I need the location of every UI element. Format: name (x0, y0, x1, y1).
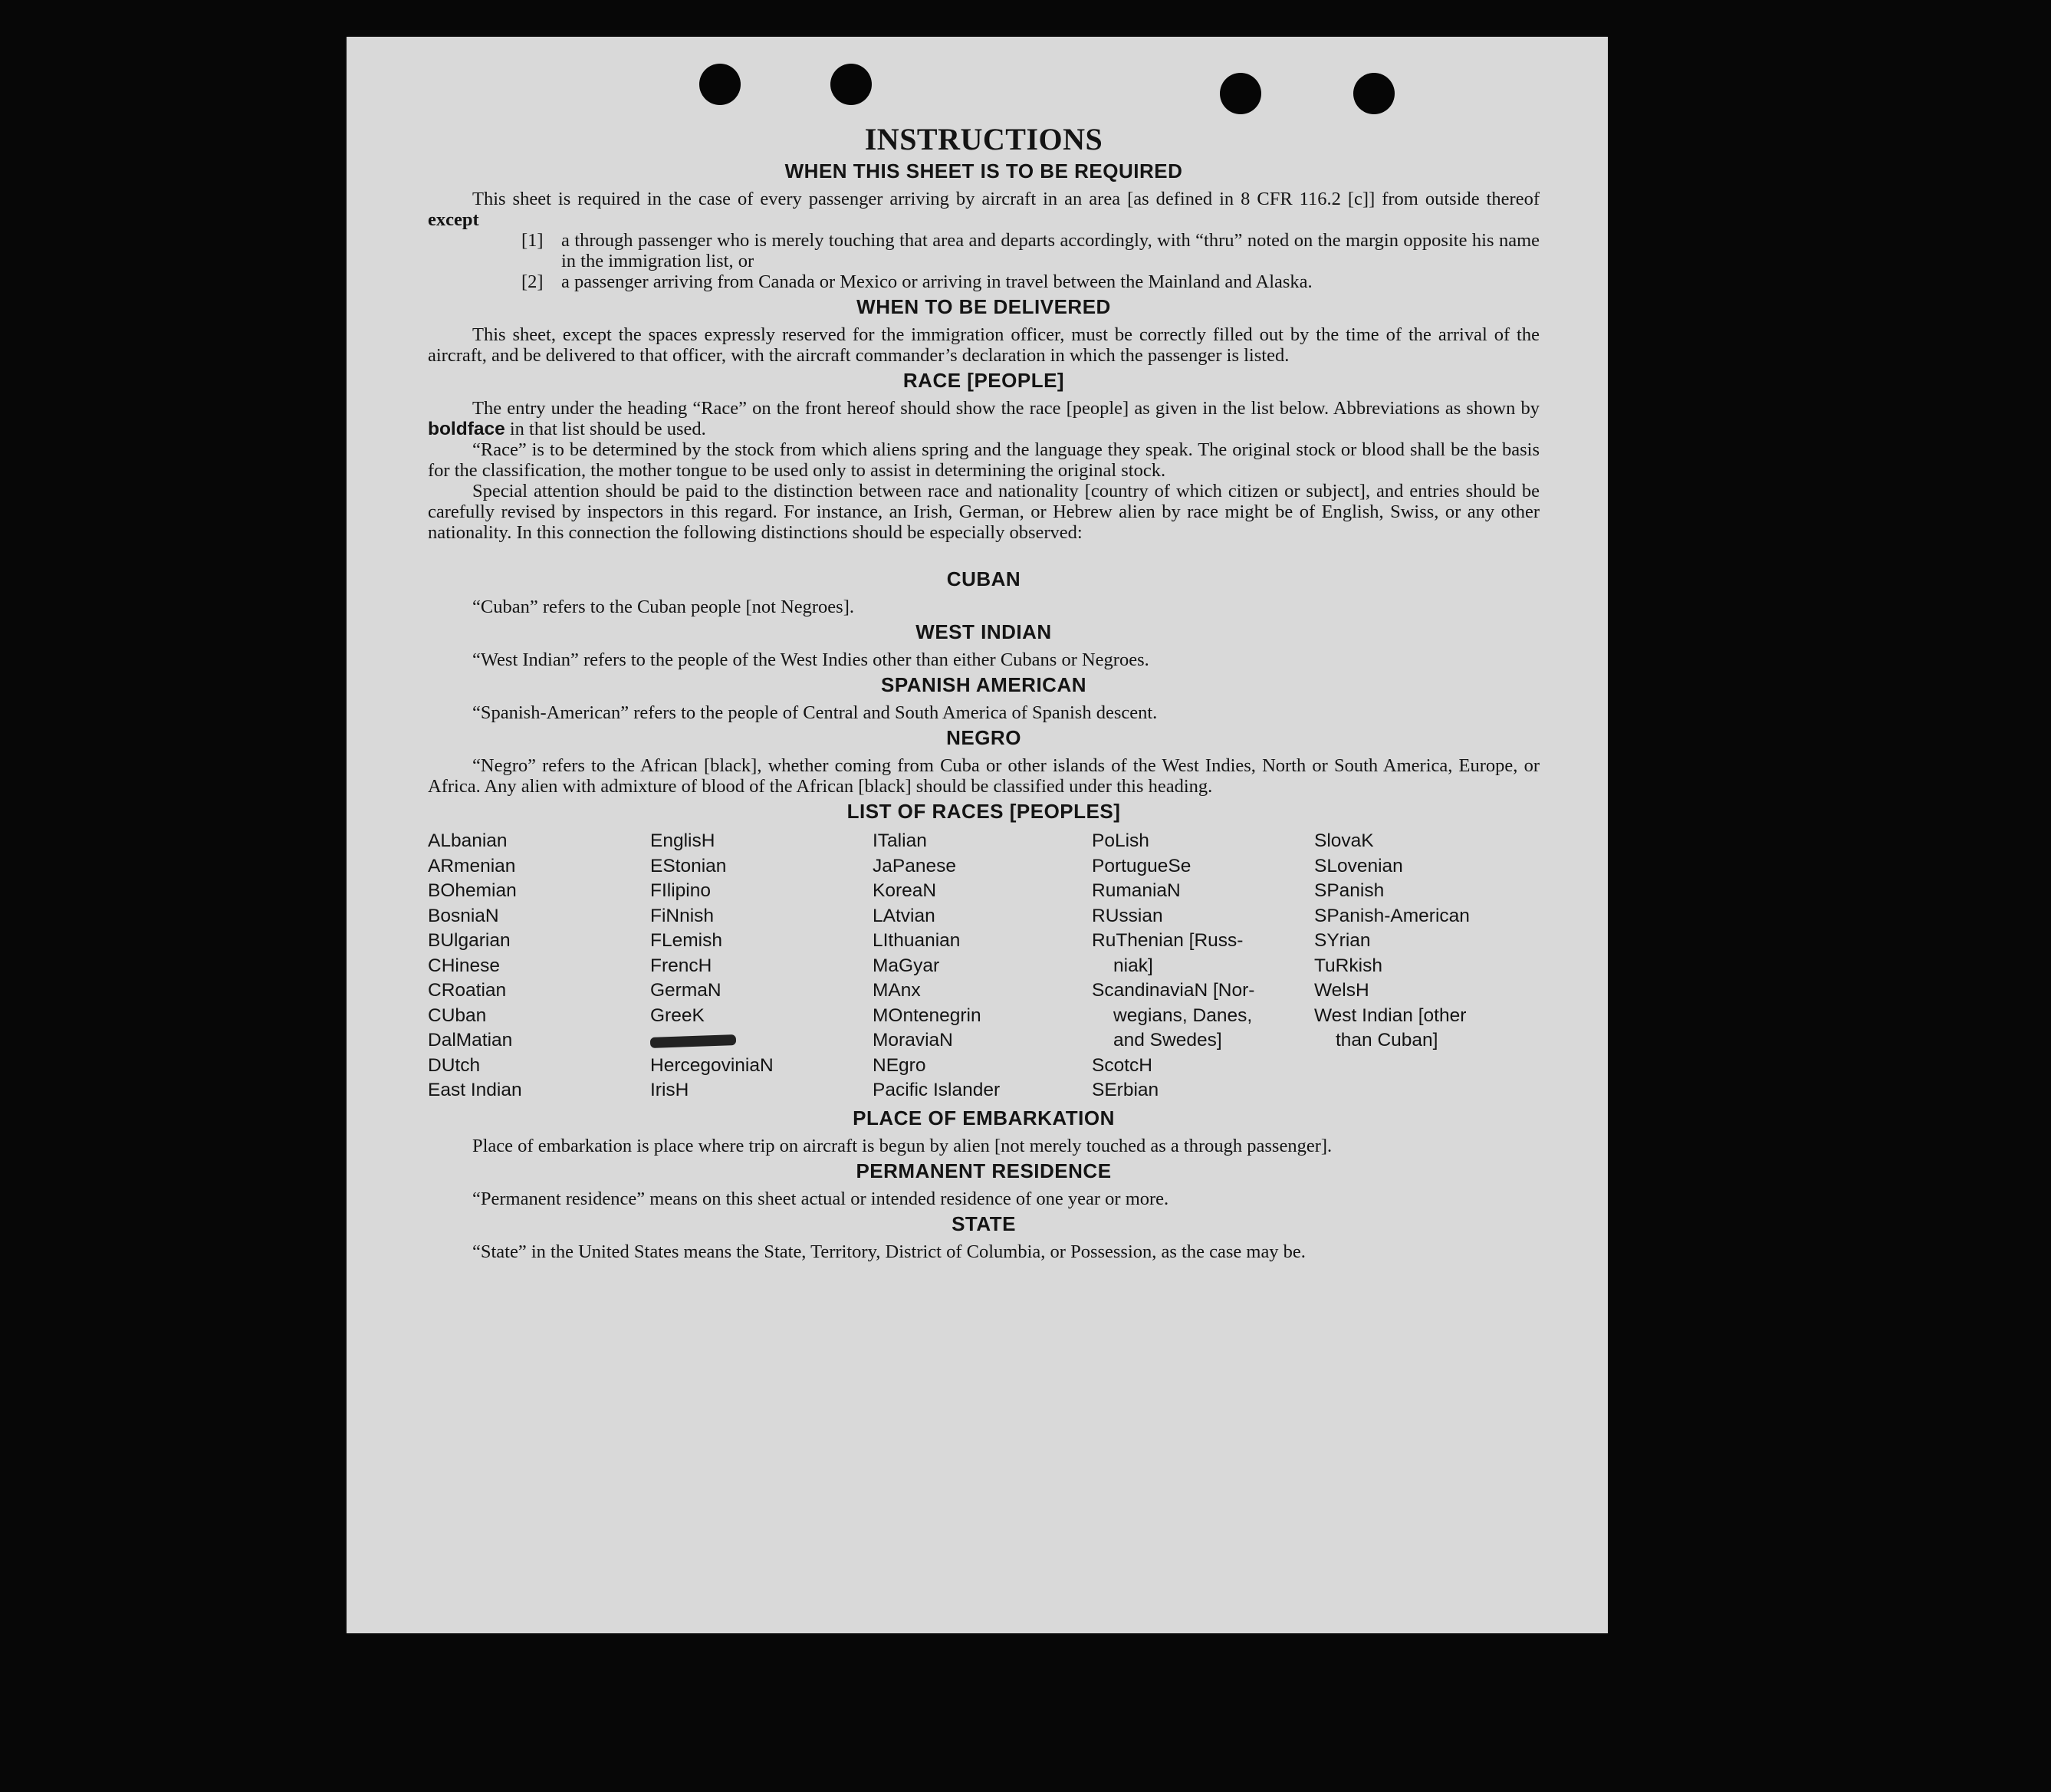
race-entry: BosniaN (428, 905, 499, 926)
race-entry: BUlgarian (428, 930, 511, 951)
paragraph-negro: “Negro” refers to the African [black], whether coming from Cuba or other islands of the West Indies, North or South America, Europe, or Africa. Any alien with admixture of blood of the African [black] should be classified under this heading. (428, 755, 1540, 797)
punch-hole (830, 64, 872, 105)
item-number: [2] (521, 271, 544, 292)
paragraph-delivered: This sheet, except the spaces expressly reserved for the immigration officer, must be correctly filled out by the time of the arrival of the aircraft, and be delivered to that officer, with the aircraft commander’s declaration in which the passenger is listed. (428, 324, 1540, 366)
paragraph-required (428, 189, 1540, 230)
paragraph-spanish-american: “Spanish-American” refers to the people of Central and South America of Spanish descent. (472, 702, 1158, 723)
heading-negro: NEGRO (946, 726, 1021, 749)
heading-west-indian: WEST INDIAN (915, 620, 1052, 643)
race-entry: GermaN (650, 980, 721, 1001)
race-entry: TuRkish (1314, 955, 1382, 976)
item-number: [1] (521, 230, 544, 251)
page-title: INSTRUCTIONS (864, 122, 1103, 156)
punch-hole (699, 64, 741, 105)
paragraph-cuban: “Cuban” refers to the Cuban people [not Negroes]. (472, 597, 854, 617)
race-entry-continued: wegians, Danes, (1113, 1005, 1253, 1026)
paragraph-race-3: Special attention should be paid to the distinction between race and nationality [country of which citizen or subject], and entries should be carefully revised by inspectors in this regard. For instance, an Irish, German, or Hebrew alien by race might be of English, Swiss, or any other nationality. In this connection the following distinctions should be especially observed: (428, 481, 1540, 543)
race-entry: EStonian (650, 855, 727, 876)
race-entry: WelsH (1314, 980, 1369, 1001)
race-entry: RUssian (1092, 905, 1163, 926)
race-entry: CUban (428, 1005, 487, 1026)
race-entry: JaPanese (873, 855, 956, 876)
race-entry: PortugueSe (1092, 855, 1191, 876)
race-entry: ScandinaviaN [Nor- (1092, 980, 1255, 1001)
race-entry: ARmenian (428, 855, 516, 876)
race-entry: ALbanian (428, 830, 508, 851)
race-entry: ScotcH (1092, 1054, 1152, 1076)
race-entry: LIthuanian (873, 930, 961, 951)
races-column-2 (650, 829, 873, 1103)
race-entry: FIlipino (650, 880, 711, 901)
races-list (428, 829, 1540, 1103)
race-entry-continued: than Cuban] (1336, 1030, 1438, 1051)
race-entry-continued: and Swedes] (1113, 1030, 1222, 1051)
race-entry: DUtch (428, 1054, 481, 1076)
item-text: a passenger arriving from Canada or Mexico or arriving in travel between the Mainland and Alaska. (561, 271, 1313, 292)
race-entry: GreeK (650, 1005, 705, 1026)
race-entry: SPanish (1314, 880, 1385, 901)
race-entry: DalMatian (428, 1030, 513, 1051)
heading-cuban: CUBAN (946, 567, 1021, 590)
race-entry: CHinese (428, 955, 500, 976)
race-entry: RuThenian [Russ- (1092, 930, 1244, 951)
paragraph-residence: “Permanent residence” means on this sheet actual or intended residence of one year or more. (472, 1188, 1169, 1209)
heading-when-required: WHEN THIS SHEET IS TO BE REQUIRED (784, 159, 1183, 182)
race-entry: SErbian (1092, 1080, 1159, 1100)
heading-spanish-american: SPANISH AMERICAN (880, 673, 1086, 696)
heading-when-delivered: WHEN TO BE DELIVERED (856, 295, 1111, 318)
race-entry: FLemish (650, 930, 722, 951)
race-p1-bold: boldface (428, 419, 505, 439)
race-p1-a: The entry under the heading “Race” on the front hereof should show the race [people] as given in the list below. Abbreviations as shown by (472, 398, 1540, 419)
required-intro: This sheet is required in the case of every passenger arriving by aircraft in an area [as defined in 8 CFR 116.2 [c]] from outside thereof (472, 189, 1540, 209)
heading-place-of-embarkation: PLACE OF EMBARKATION (853, 1106, 1115, 1129)
races-column-1 (428, 829, 650, 1103)
race-entry: SLovenian (1314, 855, 1403, 876)
race-entry: LAtvian (873, 905, 935, 926)
race-entry: MAnx (873, 980, 921, 1001)
heading-race: RACE [PEOPLE] (902, 369, 1065, 392)
item-text: a through passenger who is merely touching that area and departs accordingly, with “thru” noted on the margin opposite his name in the immigration list, or (561, 230, 1540, 271)
race-entry: PoLish (1092, 830, 1149, 851)
race-p1-b: in that list should be used. (509, 419, 706, 439)
paragraph-embarkation: Place of embarkation is place where trip on aircraft is begun by alien [not merely touched as a through passenger]. (472, 1135, 1333, 1156)
paragraph-west-indian: “West Indian” refers to the people of the West Indies other than either Cubans or Negroes. (472, 649, 1149, 670)
race-entry: NEgro (873, 1054, 926, 1076)
race-entry: Pacific Islander (873, 1080, 1001, 1100)
race-entry: EnglisH (650, 830, 715, 851)
paragraph-state: “State” in the United States means the State, Territory, District of Columbia, or Possession, as the case may be. (472, 1241, 1306, 1262)
race-entry: BOhemian (428, 880, 517, 901)
race-entry: MoraviaN (873, 1030, 953, 1051)
paragraph-race-1 (428, 398, 1540, 439)
races-column-5 (1314, 829, 1537, 1103)
list-item (521, 271, 1540, 292)
races-column-3 (873, 829, 1092, 1103)
punch-hole (1220, 73, 1261, 114)
instructions-content (428, 123, 1540, 1262)
heading-state: STATE (952, 1212, 1016, 1235)
race-entry: SPanish-American (1314, 905, 1470, 926)
races-column-4 (1092, 829, 1314, 1103)
race-entry: FrencH (650, 955, 712, 976)
list-item (521, 230, 1540, 271)
heading-permanent-residence: PERMANENT RESIDENCE (856, 1159, 1112, 1182)
document-sheet (347, 37, 1608, 1633)
race-entry: MaGyar (873, 955, 940, 976)
race-entry: SYrian (1314, 930, 1371, 951)
race-entry: IrisH (650, 1080, 689, 1100)
heading-list-of-races: LIST OF RACES [PEOPLES] (846, 800, 1121, 823)
redacted-entry-icon (650, 1028, 873, 1054)
race-entry: West Indian [other (1314, 1005, 1467, 1026)
race-entry: RumaniaN (1092, 880, 1181, 901)
race-entry: FiNnish (650, 905, 715, 926)
race-entry: KoreaN (873, 880, 937, 901)
race-entry: HercegoviniaN (650, 1054, 774, 1076)
race-entry: SlovaK (1314, 830, 1374, 851)
race-entry: MOntenegrin (873, 1005, 981, 1026)
required-except: except (428, 209, 479, 230)
punch-hole (1353, 73, 1395, 114)
race-entry: ITalian (873, 830, 927, 851)
race-entry-continued: niak] (1113, 955, 1153, 976)
paragraph-race-2: “Race” is to be determined by the stock from which aliens spring and the language they speak. The original stock or blood shall be the basis for the classification, the mother tongue to be used only to assist in determining the original stock. (428, 439, 1540, 481)
race-entry: East Indian (428, 1080, 522, 1100)
race-entry: CRoatian (428, 980, 507, 1001)
